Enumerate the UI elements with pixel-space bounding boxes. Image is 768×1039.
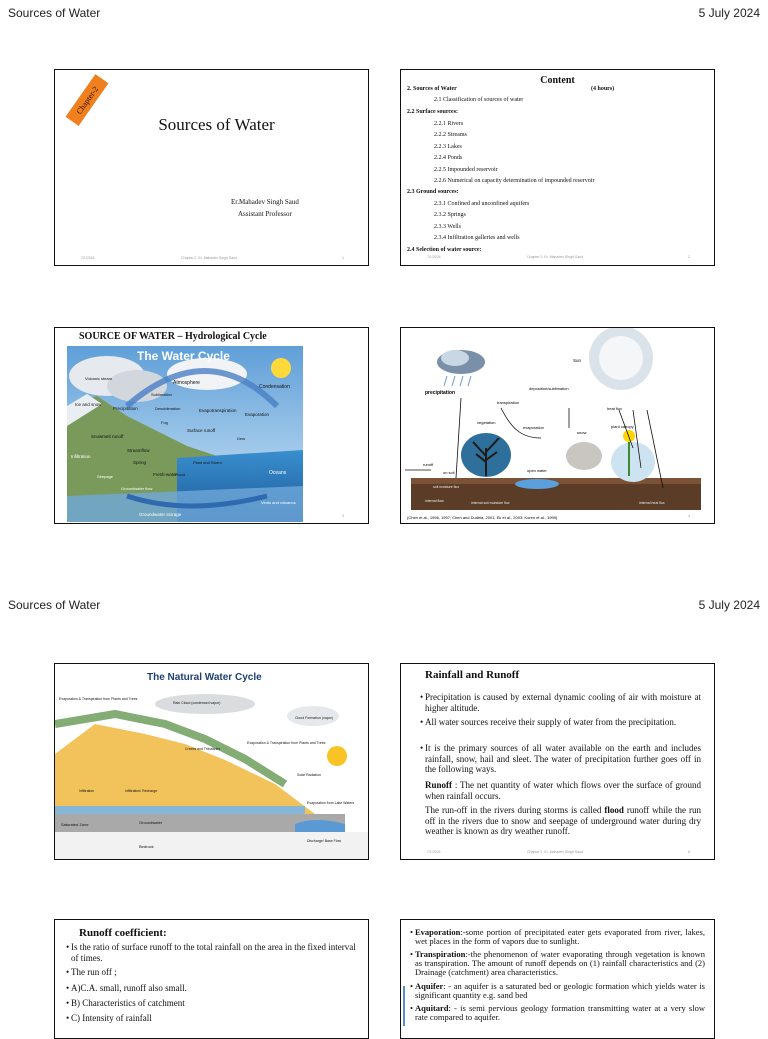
- diagram-label: Streamflow: [127, 448, 150, 453]
- diagram-label: precipitation: [425, 390, 456, 396]
- diagram-label: runoff: [423, 462, 434, 467]
- diagram-label: Groundwater storage: [139, 512, 182, 517]
- definition-item: • Evaporation:-some portion of precipitated eater gets evaporated from river, lakes, wet places in the form of vapors due to sunlight.: [410, 927, 705, 946]
- diagram-label: Sun: [573, 358, 582, 363]
- water-cycle-illustration: [67, 346, 303, 522]
- toc-item: 2.2.6 Numerical on capacity determination of impounded reservoir: [434, 178, 595, 184]
- chapter-badge-label: Chapter-2: [74, 84, 100, 116]
- toc-item: 2.3.2 Springs: [434, 212, 466, 218]
- land-surface-diagram: [401, 328, 714, 523]
- toc-item: 2.3.3 Wells: [434, 224, 461, 230]
- page2-date: 5 July 2024: [698, 598, 760, 612]
- toc-item: 2.2.1 Rivers: [434, 121, 464, 127]
- slide-title: Sources of Water: [158, 115, 275, 134]
- diagram-label: Evaporation from Lake Waters: [307, 801, 355, 805]
- diagram-label: evaporation: [523, 425, 544, 430]
- image-title: The Natural Water Cycle: [147, 672, 262, 683]
- bullet-item: • A)C.A. small, runoff also small.: [66, 983, 187, 993]
- diagram-label: Infiltration: [71, 454, 91, 459]
- diagram-label: Dew: [237, 436, 246, 441]
- diagram-label: Infiltration: [79, 789, 95, 793]
- diagram-label: internal soil moisture flux: [471, 501, 510, 505]
- runoff-definition: [425, 780, 701, 801]
- diagram-label: Atmosphere: [173, 380, 200, 386]
- diagram-label: Desublimation: [155, 406, 181, 411]
- bullet-text: Precipitation is caused by external dynamic cooling of air with moisture at higher altitude.: [425, 692, 701, 713]
- footer-center: Chapter 2, Er. Mahadev Singh Saud: [181, 256, 238, 260]
- bullet-text: All water sources receive their supply of water from the precipitation.: [425, 717, 677, 727]
- image-title: The Water Cycle: [137, 349, 230, 363]
- bullet-item: • It is the primary sources of all water available on the earth and includes rainfall, snow, hail and sleet. The water of precipitation further goes off in the following ways.: [420, 743, 701, 774]
- diagram-label: transpiration: [497, 400, 520, 405]
- diagram-label: Evaporation & Transpiration from Plants and Trees: [59, 697, 138, 701]
- toc-item: 2.4 Selection of water source:: [407, 247, 482, 253]
- accent-bar: [403, 986, 405, 1026]
- bullet-text: B) Characteristics of catchment: [71, 998, 185, 1008]
- definition-text: :-some portion of precipitated eater gets evaporated from river, lakes, wet places in the form of vapors due to sunlight.: [415, 927, 705, 946]
- slide-1-title: [54, 69, 369, 266]
- bullet-item: • B) Characteristics of catchment: [66, 998, 185, 1008]
- slide-page-number: 2: [688, 255, 690, 259]
- diagram-label: Seepage: [97, 474, 114, 479]
- diagram-label: vegetation: [477, 420, 496, 425]
- paragraph-text: The run-off in the rivers during storms is called: [425, 805, 605, 815]
- slide-7-runoff-coefficient: [54, 919, 369, 1039]
- runoff-term: Runoff: [425, 780, 453, 790]
- diagram-label: Volcanic steam: [85, 376, 112, 381]
- footer-date: 7/1/2024: [81, 256, 95, 260]
- bullet-text: The run off ;: [71, 967, 117, 977]
- diagram-label: heat flux: [607, 406, 623, 411]
- diagram-label: Sublimation: [151, 392, 172, 397]
- footer-center: Chapter 2, Er. Mahadev Singh Saud: [527, 850, 584, 854]
- paragraph-text: runoff while the run off in the rivers due to snow and seepage of underground water during dry weather is known as dry weather runoff.: [425, 805, 701, 836]
- footer-center: Chapter 2, Er. Mahadev Singh Saud: [527, 255, 584, 259]
- natural-water-cycle-illustration: [55, 664, 368, 859]
- diagram-label: on soil: [443, 470, 455, 475]
- diagram-label: Evaporation & Transpiration from Plants and Trees: [247, 741, 326, 745]
- slide-page-number: 6: [688, 850, 690, 854]
- slide-title: Rainfall and Runoff: [425, 669, 520, 681]
- slide-page-number: 1: [342, 256, 344, 260]
- diagram-label: open water: [527, 468, 547, 473]
- slide-2-content: [400, 69, 715, 266]
- diagram-label: deposition/sublimation: [529, 386, 569, 391]
- toc-item: 2.2.3 Lakes: [434, 144, 462, 150]
- diagram-label: Saturated Zone: [61, 822, 89, 827]
- slide-title: Runoff coefficient:: [79, 927, 167, 939]
- diagram-label: Bedrock: [139, 844, 154, 849]
- diagram-label: Groundwater: [139, 820, 163, 825]
- slide-page-number: 4: [688, 514, 690, 518]
- definition-term: Aquifer: [415, 981, 444, 991]
- bullet-item: • Precipitation is caused by external dynamic cooling of air with moisture at higher altitude.: [420, 692, 701, 713]
- definition-term: Aquitard: [415, 1003, 449, 1013]
- footer-date: 7/1/2024: [427, 850, 441, 854]
- toc-item: 2.3.4 Infiltration galleries and wells: [434, 235, 520, 241]
- author-role: Assistant Professor: [238, 210, 292, 218]
- footer-date: 7/1/2024: [427, 255, 441, 259]
- diagram-label: Rain Cloud (condensed vapor): [173, 701, 221, 705]
- diagram-label: Evaporation: [245, 412, 270, 417]
- definition-item: • Transpiration:-the phenomenon of water evaporating through vegetation is known as transpiration. The amount of runoff depends on (1) rainfall characteristics and (2) Drainage (catchment) area characteristics.: [410, 949, 705, 977]
- bullet-item: • Is the ratio of surface runoff to the total rainfall on the area in the fixed interval of times.: [66, 942, 356, 963]
- diagram-label: Condensation: [259, 384, 290, 390]
- diagram-label: Snowmelt runoff: [91, 434, 124, 439]
- citation: (Chen et al., 1996, 1997; Chen and Dudhia, 2001; Ek et al., 2003; Koren et al., 1999): [407, 515, 558, 520]
- definition-term: Evaporation: [415, 927, 461, 937]
- diagram-label: internal flow: [425, 499, 444, 503]
- toc-item: 2.3.1 Confined and unconfined aquifers: [434, 201, 530, 207]
- page1-date: 5 July 2024: [698, 6, 760, 20]
- diagram-label: Groundwater flow: [121, 486, 153, 491]
- definition-term: Transpiration: [415, 949, 466, 959]
- bullet-text: C) Intensity of rainfall: [71, 1013, 152, 1023]
- definition-text: :-the phenomenon of water evaporating through vegetation is known as transpiration. The amount of runoff depends on (1) rainfall characteristics and (2) Drainage (catchment) area characteristics.: [415, 949, 705, 977]
- author-name: Er.Mahadev Singh Saud: [231, 198, 299, 206]
- toc-item: 2.2.2 Streams: [434, 132, 467, 138]
- runoff-paragraph: [425, 805, 701, 837]
- diagram-label: Precipitation: [113, 406, 138, 411]
- bullet-item: • All water sources receive their supply of water from the precipitation.: [420, 717, 677, 727]
- bullet-text: It is the primary sources of all water available on the earth and includes rainfall, snow, hail and sleet. The water of precipitation further goes off in the following ways.: [425, 743, 701, 774]
- toc-item: 2.2.5 Impounded reservoir: [434, 167, 498, 173]
- diagram-label: internal heat flux: [639, 501, 665, 505]
- toc-item: 2.2 Surface sources:: [407, 109, 459, 115]
- diagram-label: Oceans: [269, 470, 287, 476]
- toc-item: (4 hours): [591, 86, 615, 92]
- slide-6-rainfall-and-runoff: [400, 663, 715, 860]
- bullet-item: • The run off ;: [66, 967, 117, 977]
- diagram-label: Flood: [175, 472, 186, 477]
- toc-item: 2.2.4 Ponds: [434, 155, 463, 161]
- diagram-label: soil moisture flux: [433, 485, 460, 489]
- slide-5-natural-water-cycle: [54, 663, 369, 860]
- slide-title: SOURCE OF WATER – Hydrological Cycle: [79, 331, 267, 342]
- diagram-label: Solar Radiation: [297, 773, 321, 777]
- page1-doc-title: Sources of Water: [8, 6, 101, 20]
- diagram-label: Fog: [161, 420, 168, 425]
- diagram-label: plant canopy: [611, 424, 634, 429]
- diagram-label: Spring: [133, 460, 147, 465]
- page2-doc-title: Sources of Water: [8, 598, 101, 612]
- diagram-label: Cloud Formation (vapor): [295, 716, 333, 720]
- paragraph-bold: flood: [604, 805, 624, 815]
- diagram-label: Surface runoff: [187, 428, 216, 433]
- definition-item: • Aquifer: - an aquifer is a saturated bed or geologic formation which yields water is significant quantity e.g. sand bed: [410, 981, 705, 1000]
- toc-item: 2. Sources of Water: [407, 86, 457, 92]
- bullet-text: A)C.A. small, runoff also small.: [71, 983, 187, 993]
- slide-8-definitions: [400, 919, 715, 1039]
- slide-3-hydrological-cycle: [54, 327, 369, 524]
- slide-page-number: 3: [342, 514, 344, 518]
- definition-item: • Aquitard: - is semi pervious geology formation transmitting water at a very slow rate compared to aquifer.: [410, 1003, 705, 1022]
- definition-text: : - is semi pervious geology formation transmitting water at a very slow rate compared to aquifer.: [415, 1003, 705, 1022]
- content-heading: Content: [540, 75, 575, 86]
- diagram-label: Evapotranspiration: [199, 408, 237, 413]
- diagram-label: Infiltration/ Recharge: [125, 789, 158, 793]
- diagram-label: Creeks and Tributaries: [185, 747, 221, 751]
- bullet-item: • C) Intensity of rainfall: [66, 1013, 152, 1023]
- diagram-label: snow: [577, 430, 587, 435]
- diagram-label: Plant and Storm: [193, 460, 222, 465]
- definition-text: : - an aquifer is a saturated bed or geologic formation which yields water is significant quantity e.g. sand bed: [415, 981, 705, 1000]
- bullet-text: Is the ratio of surface runoff to the total rainfall on the area in the fixed interval of times.: [71, 942, 356, 963]
- diagram-label: Discharge/ Base Flow: [307, 839, 342, 843]
- slide-4-land-surface-processes: [400, 327, 715, 524]
- diagram-label: Ice and snow: [75, 402, 102, 407]
- diagram-label: Fresh-water: [153, 472, 178, 477]
- runoff-definition-text: : The net quantity of water which flows over the surface of ground when rainfall occurs.: [425, 780, 701, 801]
- toc-item: 2.1 Classification of sources of water: [434, 97, 524, 103]
- toc-item: 2.3 Ground sources:: [407, 189, 459, 195]
- diagram-label: Vents and volcanos: [261, 500, 296, 505]
